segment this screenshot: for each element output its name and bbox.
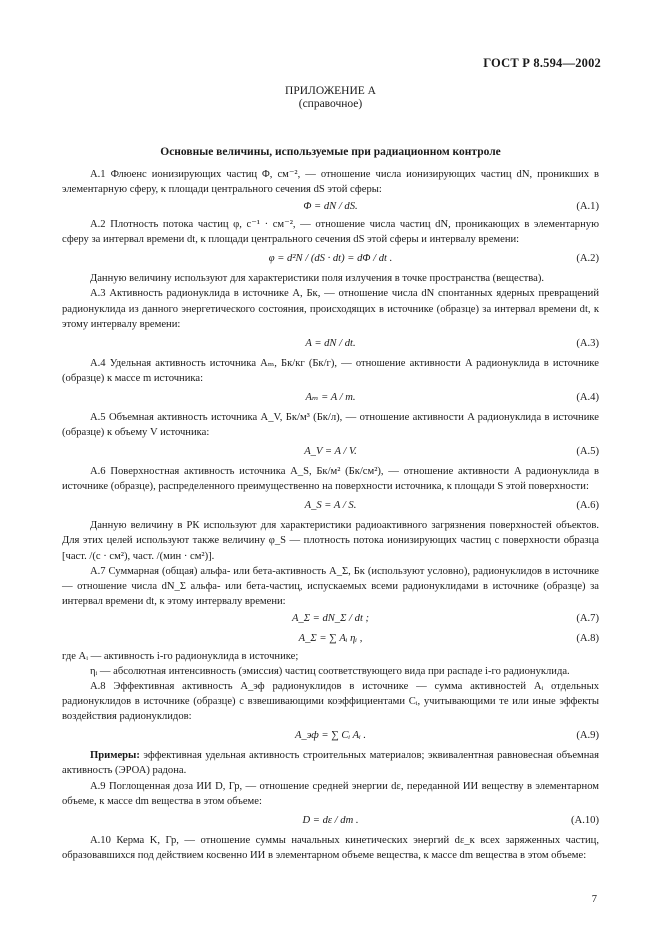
formula-expression: D = dε / dm .	[302, 814, 359, 826]
paragraph-a3: А.3 Активность радионуклида в источнике A, Бк, — отношение числа dN спонтанных ядерных превращений радионуклида из данного энергетического состояния, происходящих в источнике (образце) за интервал времени dt, к этому интервалу времени:	[62, 288, 599, 330]
formula-expression: φ = d²N / (dS · dt) = dΦ / dt .	[268, 253, 393, 265]
formula-expression: A_V = A / V.	[304, 446, 357, 458]
formula-number: (А.9)	[576, 730, 599, 742]
paragraph-a2-note: Данную величину используют для характеристики поля излучения в точке пространства (вещества).	[90, 273, 545, 285]
annex-heading	[0, 85, 661, 111]
formula-number: (А.4)	[576, 391, 599, 403]
formula-a3	[62, 332, 599, 356]
formula-a7	[62, 609, 599, 629]
examples-text: эффективная удельная активность строительных материалов; эквивалентная равновесная объемная активность (ЭРОА) радона.	[62, 750, 599, 777]
paragraph-a8: А.8 Эффективная активность A_эф радионуклидов в источнике — сумма активностей Aᵢ отдельных радионуклидов в источнике (образце) с взвешивающими коэффициентами Cᵢ, учитывающими те или иные эффекты воздействия радионуклидов:	[62, 681, 599, 723]
annex-subtitle: (справочное)	[298, 98, 363, 110]
document-body	[62, 167, 599, 863]
examples-label: Примеры:	[90, 750, 140, 762]
annex-title: ПРИЛОЖЕНИЕ А	[285, 85, 376, 97]
formula-number: (А.10)	[571, 814, 599, 826]
formula-a1	[62, 197, 599, 217]
formula-number: (А.3)	[576, 337, 599, 349]
formula-a2	[62, 247, 599, 271]
formula-number: (А.6)	[576, 500, 599, 512]
formula-number: (А.5)	[576, 446, 599, 458]
paragraph-a10: А.10 Керма K, Гр, — отношение суммы начальных кинетических энергий dε_к всех заряженных частиц, образовавшихся под действием косвенно ИИ в элементарном объеме вещества, к массе dm вещества в этом объеме:	[62, 834, 599, 861]
formula-expression: A_S = A / S.	[304, 500, 357, 512]
formula-expression: Φ = dN / dS.	[303, 201, 358, 213]
where-clause-intensity: ηᵢ — абсолютная интенсивность (эмиссия) частиц соответствующего вида при распаде i-го радионуклида.	[90, 665, 570, 677]
paragraph-a6-note: Данную величину в РК используют для характеристики радиоактивного загрязнения поверхностей объектов. Для этих целей используют также величину φ_S — плотность потока ионизирующих частиц с поверхности образца [част. /(с · см²), част. /(мин · см²)].	[62, 520, 599, 562]
paragraph-a5: А.5 Объемная активность источника A_V, Бк/м³ (Бк/л), — отношение активности A радионуклида в источнике (образце) к объему V источника:	[62, 411, 599, 439]
formula-a8	[62, 629, 599, 649]
paragraph-a2: А.2 Плотность потока частиц φ, с⁻¹ · см⁻², — отношение числа частиц dN, проникающих в элементарную сферу за интервал времени dt, к площади центрального сечения dS этой сферы и интервалу времени:	[62, 219, 599, 246]
where-clause-activity: где Aᵢ — активность i-го радионуклида в источнике;	[62, 650, 299, 662]
section-title: Основные величины, используемые при радиационном контроле	[160, 146, 501, 158]
page-number: 7	[591, 894, 597, 905]
formula-a9	[62, 724, 599, 748]
formula-number: (А.2)	[576, 253, 599, 265]
formula-number: (А.1)	[576, 201, 599, 213]
formula-a10	[62, 809, 599, 833]
formula-expression: Aₘ = A / m.	[305, 391, 356, 403]
formula-number: (А.7)	[576, 612, 599, 624]
standard-code-header: ГОСТ Р 8.594—2002	[483, 56, 601, 70]
paragraph-a6: А.6 Поверхностная активность источника A_S, Бк/м² (Бк/см²), — отношение активности A радионуклида в источнике (образце), распределенного преимущественно на поверхности источника, к площади S этой поверхности:	[62, 466, 599, 493]
formula-a5	[62, 440, 599, 464]
formula-expression: A_Σ = ∑ Aᵢ ηᵢ ,	[298, 632, 363, 644]
formula-a4	[62, 386, 599, 410]
paragraph-a9: А.9 Поглощенная доза ИИ D, Гр, — отношение средней энергии dε, переданной ИИ веществу в элементарном объеме, к массе dm вещества в этом объеме:	[62, 780, 599, 807]
formula-number: (А.8)	[576, 632, 599, 644]
formula-expression: A_Σ = dN_Σ / dt ;	[291, 612, 370, 624]
formula-expression: A_эф = ∑ Cᵢ Aᵢ .	[294, 730, 367, 742]
formula-expression: A = dN / dt.	[305, 337, 356, 349]
paragraph-a7: А.7 Суммарная (общая) альфа- или бета-активность A_Σ, Бк (используют условно), радионуклидов в источнике — отношение числа dN_Σ альфа- или бета-частиц, испускаемых всеми радионуклидами в источнике (образце) за интервал времени dt, к этому интервалу времени:	[62, 565, 599, 607]
examples-paragraph	[62, 748, 599, 778]
formula-a6	[62, 494, 599, 518]
paragraph-a1: А.1 Флюенс ионизирующих частиц Φ, см⁻², — отношение числа ионизирующих частиц dN, проникших в элементарную сферу, к площади центрального сечения dS этой сферы:	[62, 169, 599, 196]
paragraph-a4: А.4 Удельная активность источника Aₘ, Бк/кг (Бк/г), — отношение активности A радионуклида в источнике (образце) к массе m источника:	[62, 357, 599, 384]
